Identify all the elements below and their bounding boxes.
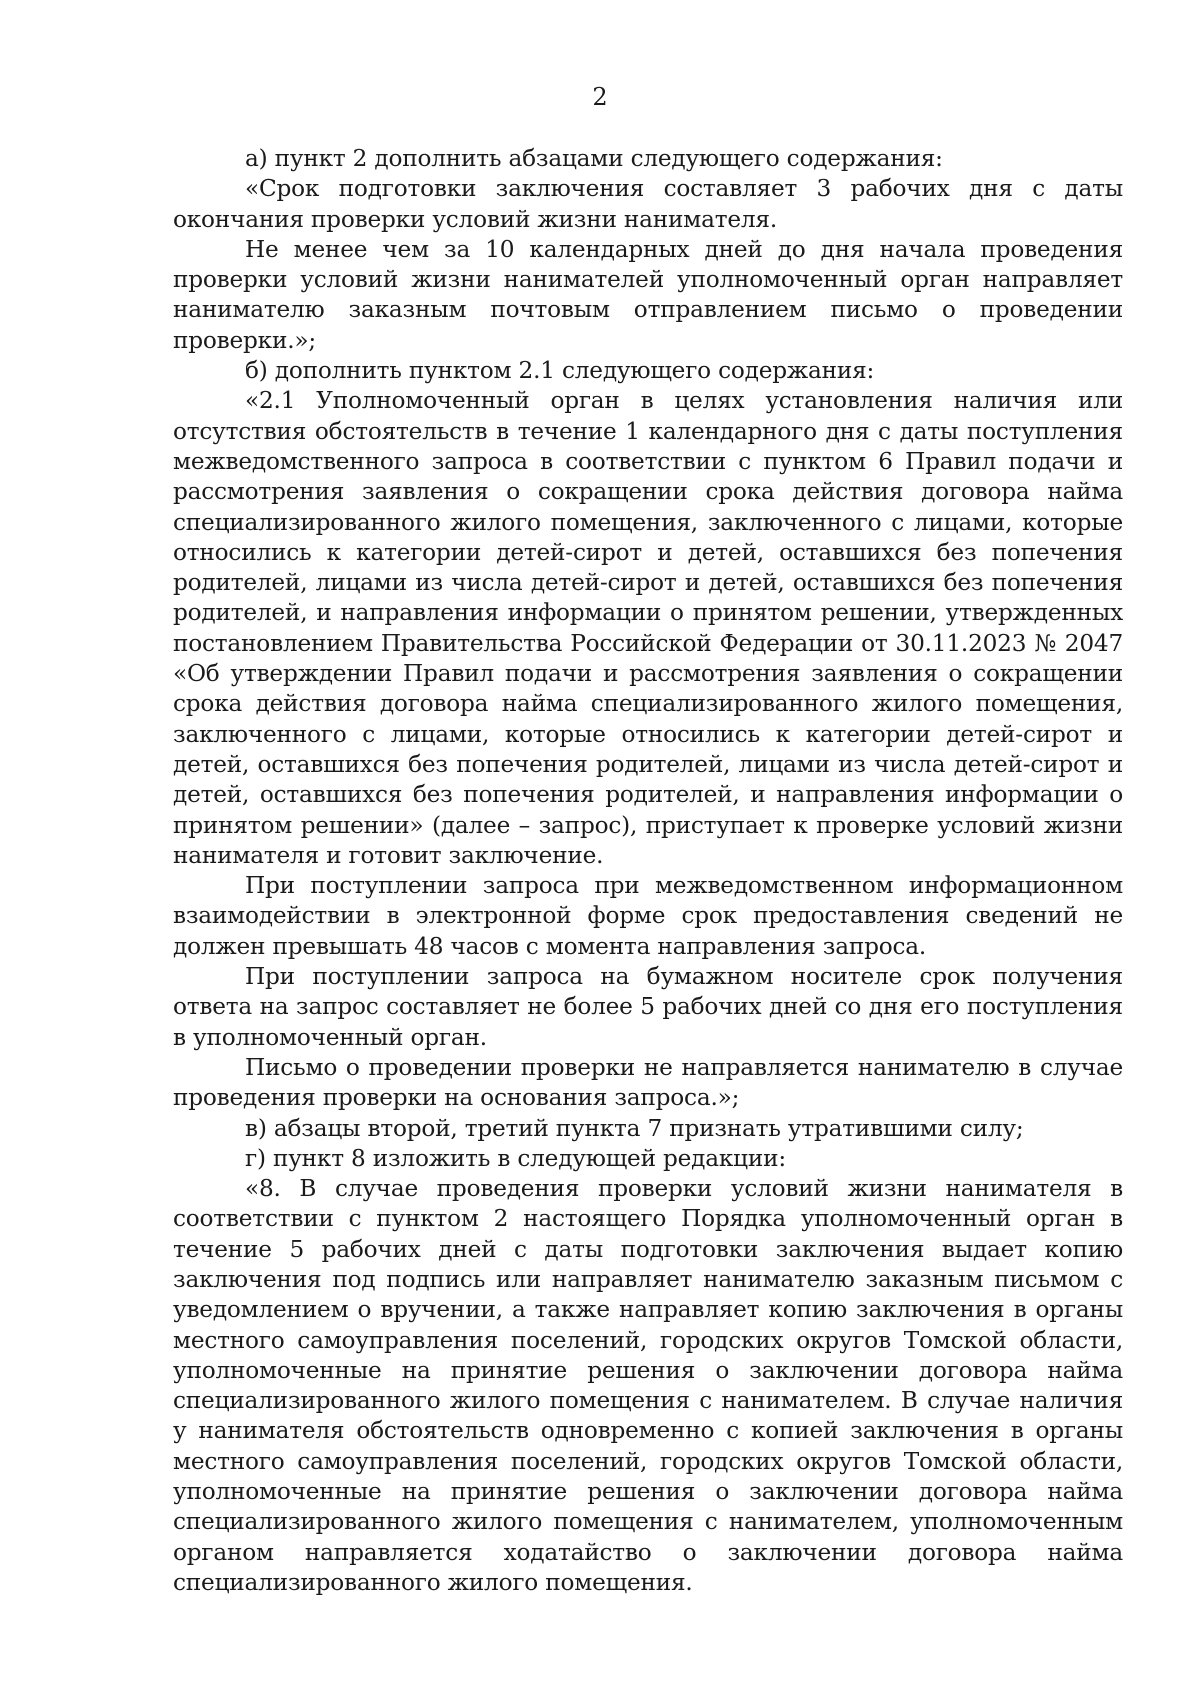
paragraph-paper-request: При поступлении запроса на бумажном носителе срок получения ответа на запрос составляет не более 5 рабочих дней со дня его поступления в уполномоченный орган.	[173, 963, 1123, 1051]
paragraph-letter-not-sent: Письмо о проведении проверки не направляется нанимателю в случае проведения проверки на основания запроса.»;	[173, 1053, 1123, 1112]
paragraph-conclusion-deadline: «Срок подготовки заключения составляет 3 рабочих дня с даты окончания проверки условий жизни нанимателя.	[173, 175, 1123, 233]
paragraph-b-add-point-2-1: б) дополнить пунктом 2.1 следующего содержания:	[245, 357, 875, 385]
page-number: 2	[592, 83, 608, 111]
paragraph-point-8-text: «8. В случае проведения проверки условий жизни нанимателя в соответствии с пунктом 2 настоящего Порядка уполномоченный орган в течение 5 рабочих дней с даты подготовки заключения выдает копию заключения под подпись или направляет нанимателю заказным письмом с уведомлением о вручении, а также направляет копию заключения в органы местного самоуправления поселений, городских округов Томской области, уполномоченные на принятие решения о заключении договора найма специализированного жилого помещения с нанимателем. В случае наличия у нанимателя обстоятельств одновременно с копией заключения в органы местного самоуправления поселений, городских округов Томской области, уполномоченные на принятие решения о заключении договора найма специализированного жилого помещения с нанимателем, уполномоченным органом направляется ходатайство о заключении договора найма специализированного жилого помещения.	[173, 1175, 1123, 1596]
paragraph-check-notice-letter: Не менее чем за 10 календарных дней до дня начала проведения проверки условий жизни нанимателей уполномоченный орган направляет нанимателю заказным почтовым отправлением письмо о проведении проверки.»;	[173, 235, 1123, 354]
paragraph-g-point-8-new-edition: г) пункт 8 изложить в следующей редакции:	[245, 1144, 786, 1172]
document-body	[173, 144, 1123, 1598]
paragraph-v-point-7-void: в) абзацы второй, третий пункта 7 признать утратившими силу;	[245, 1114, 1024, 1142]
paragraph-electronic-request: При поступлении запроса при межведомственном информационном взаимодействии в электронной форме срок предоставления сведений не должен превышать 48 часов с момента направления запроса.	[173, 872, 1123, 960]
paragraph-point-2-1-text: «2.1 Уполномоченный орган в целях установления наличия или отсутствия обстоятельств в течение 1 календарного дня с даты поступления межведомственного запроса в соответствии с пунктом 6 Правил подачи и рассмотрения заявления о сокращении срока действия договора найма специализированного жилого помещения, заключенного с лицами, которые относились к категории детей-сирот и детей, оставшихся без попечения родителей, лицами из числа детей-сирот и детей, оставшихся без попечения родителей, и направления информации о принятом решении, утвержденных постановлением Правительства Российской Федерации от 30.11.2023 № 2047 «Об утверждении Правил подачи и рассмотрения заявления о сокращении срока действия договора найма специализированного жилого помещения, заключенного с лицами, которые относились к категории детей-сирот и детей, оставшихся без попечения родителей, лицами из числа детей-сирот и детей, оставшихся без попечения родителей, и направления информации о принятом решении» (далее – запрос), приступает к проверке условий жизни нанимателя и готовит заключение.	[173, 387, 1123, 869]
paragraph-a-amendment-point-2: а) пункт 2 дополнить абзацами следующего содержания:	[245, 145, 943, 172]
